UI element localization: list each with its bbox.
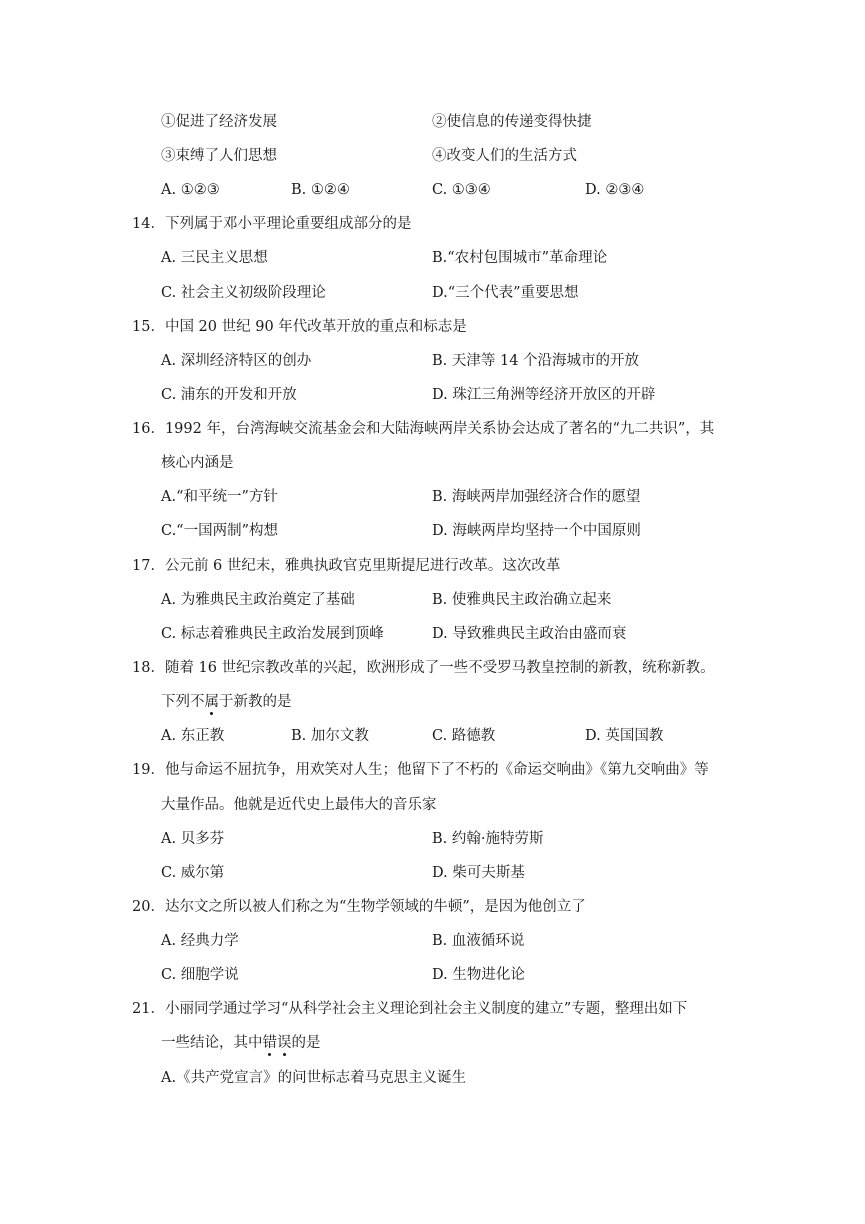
q21-stem-line2 bbox=[161, 1033, 321, 1053]
q13-option-c: C. ①③④ bbox=[432, 182, 491, 198]
q20-option-a: A. 经典力学 bbox=[161, 933, 239, 949]
q19-option-a: A. 贝多芬 bbox=[161, 831, 225, 847]
q18-option-b: B. 加尔文教 bbox=[291, 728, 369, 744]
q20-option-c: C. 细胞学说 bbox=[161, 967, 239, 983]
q14-option-c: C. 社会主义初级阶段理论 bbox=[161, 285, 326, 301]
q16-stem-line1: 16．1992 年，台湾海峡交流基金会和大陆海峡两岸关系协会达成了著名的“九二共识”，其 bbox=[132, 421, 715, 437]
emphasis-dot-char: 误 bbox=[277, 1035, 292, 1051]
q16-option-b: B. 海峡两岸加强经济合作的愿望 bbox=[432, 489, 641, 505]
q14-option-a: A. 三民主义思想 bbox=[161, 250, 268, 266]
q20-stem: 20．达尔文之所以被人们称之为“生物学领域的牛顿”，是因为他创立了 bbox=[132, 899, 586, 915]
q15-option-a: A. 深圳经济特区的创办 bbox=[161, 353, 312, 369]
q18-option-a: A. 东正教 bbox=[161, 728, 225, 744]
q19-option-c: C. 威尔第 bbox=[161, 865, 225, 881]
q13-option-a: A. ①②③ bbox=[161, 182, 220, 198]
q13-item-2: ②使信息的传递变得快捷 bbox=[432, 114, 592, 130]
q21-stem-text: 的是 bbox=[291, 1035, 321, 1051]
q19-stem-line2: 大量作品。他就是近代史上最伟大的音乐家 bbox=[161, 797, 437, 813]
q19-option-b: B. 约翰·施特劳斯 bbox=[432, 831, 544, 847]
q16-option-c: C.“一国两制”构想 bbox=[161, 523, 279, 539]
q18-option-c: C. 路德教 bbox=[432, 728, 496, 744]
q14-option-b: B.“农村包围城市”革命理论 bbox=[432, 250, 608, 266]
q17-option-d: D. 导致雅典民主政治由盛而衰 bbox=[432, 626, 627, 642]
q17-option-b: B. 使雅典民主政治确立起来 bbox=[432, 592, 612, 608]
q18-option-d: D. 英国国教 bbox=[585, 728, 664, 744]
q16-stem-line2: 核心内涵是 bbox=[161, 455, 234, 471]
q14-stem: 14．下列属于邓小平理论重要组成部分的是 bbox=[132, 216, 412, 232]
q20-option-b: B. 血液循环说 bbox=[432, 933, 525, 949]
q17-option-a: A. 为雅典民主政治奠定了基础 bbox=[161, 592, 355, 608]
q13-item-1: ①促进了经济发展 bbox=[161, 114, 277, 130]
q15-stem: 15．中国 20 世纪 90 年代改革开放的重点和标志是 bbox=[132, 319, 467, 335]
q21-option-a: A.《共产党宣言》的问世标志着马克思主义诞生 bbox=[161, 1070, 467, 1086]
q15-option-c: C. 浦东的开发和开放 bbox=[161, 387, 297, 403]
q17-stem: 17．公元前 6 世纪末，雅典执政官克里斯提尼进行改革。这次改革 bbox=[132, 558, 561, 574]
q21-stem-text: 一些结论，其中 bbox=[161, 1035, 263, 1051]
q14-option-d: D.“三个代表”重要思想 bbox=[432, 285, 579, 301]
q18-stem-text: 下列不 bbox=[161, 694, 205, 710]
q18-stem-text: 于新教的是 bbox=[219, 694, 292, 710]
q15-option-d: D. 珠江三角洲等经济开放区的开辟 bbox=[432, 387, 656, 403]
q16-option-d: D. 海峡两岸均坚持一个中国原则 bbox=[432, 523, 641, 539]
q19-stem-line1: 19．他与命运不屈抗争，用欢笑对人生；他留下了不朽的《命运交响曲》《第九交响曲》等 bbox=[132, 762, 709, 778]
emphasis-dot-char: 属 bbox=[204, 694, 219, 710]
q18-stem-line2 bbox=[161, 692, 292, 712]
q13-option-d: D. ②③④ bbox=[585, 182, 645, 198]
emphasis-dot-char: 错 bbox=[262, 1035, 277, 1051]
q15-option-b: B. 天津等 14 个沿海城市的开放 bbox=[432, 353, 640, 369]
q17-option-c: C. 标志着雅典民主政治发展到顶峰 bbox=[161, 626, 384, 642]
q13-item-3: ③束缚了人们思想 bbox=[161, 148, 277, 164]
q20-option-d: D. 生物进化论 bbox=[432, 967, 525, 983]
q13-option-b: B. ①②④ bbox=[291, 182, 350, 198]
q16-option-a: A.“和平统一”方针 bbox=[161, 489, 278, 505]
q18-stem-line1: 18．随着 16 世纪宗教改革的兴起，欧洲形成了一些不受罗马教皇控制的新教，统称新教。 bbox=[132, 660, 715, 676]
q21-stem-line1: 21．小丽同学通过学习“从科学社会主义理论到社会主义制度的建立”专题，整理出如下 bbox=[132, 1001, 688, 1017]
q19-option-d: D. 柴可夫斯基 bbox=[432, 865, 525, 881]
q13-item-4: ④改变人们的生活方式 bbox=[432, 148, 577, 164]
